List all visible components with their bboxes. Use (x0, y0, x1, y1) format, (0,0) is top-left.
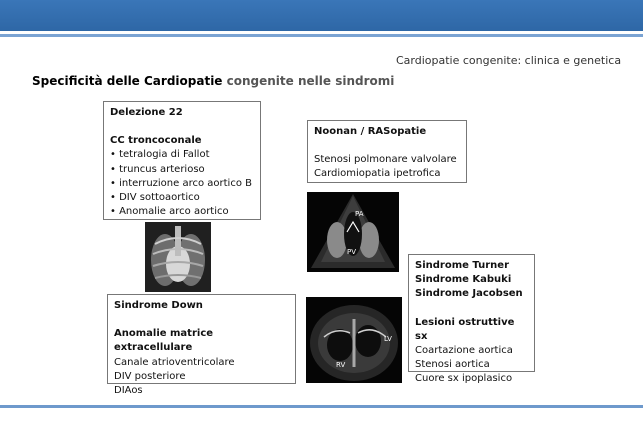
box-subheading: Anomalie matrice extracellulare (114, 328, 214, 354)
box-subheading: CC troncoconale (110, 135, 202, 147)
box-heading: Delezione 22 (110, 107, 183, 118)
echo-label-lv: LV (384, 335, 392, 343)
box-line: Cuore sx ipoplasico (415, 373, 513, 385)
list-item: • interruzione arco aortico B (110, 177, 254, 191)
echo-image-top (307, 192, 399, 272)
chest-xray-image (145, 222, 211, 292)
box-line: DIAos (114, 385, 143, 397)
echo-image-bottom (306, 297, 402, 383)
box-heading: Noonan / RASopatie (314, 126, 427, 137)
header-bar (0, 0, 643, 31)
list-item: • truncus arterioso (110, 163, 254, 177)
box-line: Stenosi polmonare valvolare (314, 154, 457, 166)
item-list (110, 148, 254, 219)
slide-title (32, 74, 394, 88)
slide-subtitle: Cardiopatie congenite: clinica e genetica (396, 54, 622, 67)
title-bold: Specificità delle Cardiopatie (32, 74, 227, 88)
list-item: • DIV sottoaortico (110, 191, 254, 205)
box-line: Coartazione aortica (415, 345, 513, 357)
box-heading: Sindrome Jacobsen (415, 288, 523, 300)
box-line: Canale atrioventricolare (114, 356, 235, 368)
box-line: DIV posteriore (114, 370, 186, 382)
box-heading: Sindrome Kabuki (415, 274, 512, 286)
box-sindrome-down (107, 294, 296, 397)
list-item: • tetralogia di Fallot (110, 148, 254, 162)
echo-label-pa: PA (355, 210, 364, 218)
box-line: Cardiomiopatia ipetrofica (314, 168, 441, 180)
box-delezione-22 (103, 101, 261, 220)
footer-divider (0, 405, 643, 408)
title-light: congenite nelle sindromi (226, 74, 395, 88)
box-line: Stenosi aortica (415, 359, 490, 371)
box-noonan (307, 120, 467, 183)
box-subheading: Lesioni ostruttive sx (415, 316, 515, 342)
list-item: • Anomalie arco aortico (110, 205, 254, 219)
box-heading: Sindrome Turner (415, 260, 509, 271)
box-heading: Sindrome Down (114, 300, 203, 311)
box-sindrome-turner (408, 254, 535, 385)
echo-label-pv: PV (347, 248, 357, 256)
header-divider (0, 34, 643, 37)
echo-label-rv: RV (336, 361, 346, 369)
